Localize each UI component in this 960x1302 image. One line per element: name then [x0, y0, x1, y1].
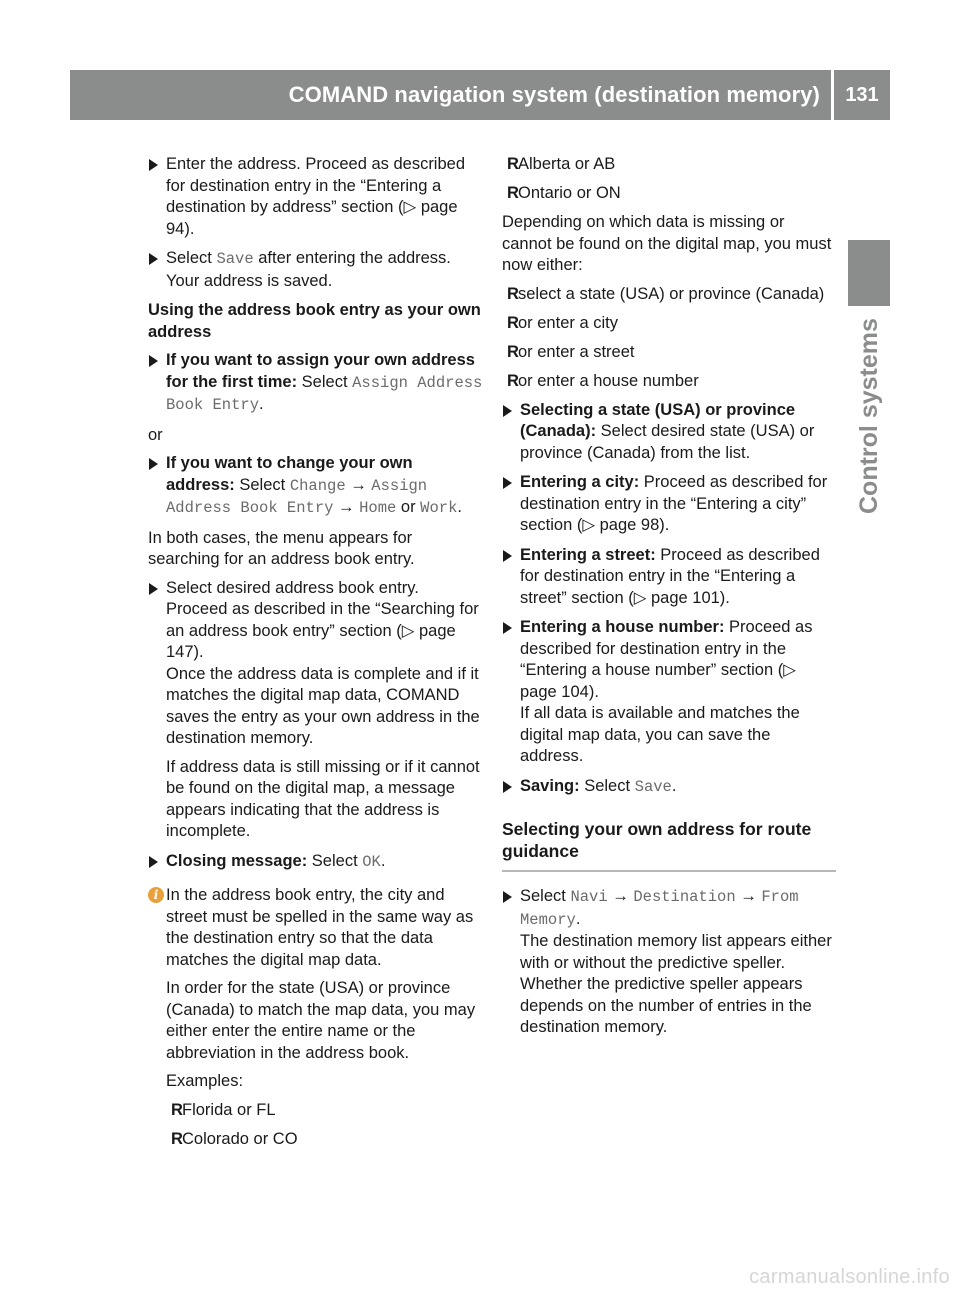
list-item: R select a state (USA) or province (Canada)	[507, 284, 825, 303]
step-arrow-icon	[149, 583, 158, 595]
step-arrow-icon	[503, 550, 512, 562]
subheading: Using the address book entry as your own address	[148, 301, 481, 341]
side-tab-marker	[848, 240, 890, 306]
instruction-step: If you want to change your own address: Select Change → Assign Address Book Entry → Home or Work.	[148, 453, 484, 520]
step-arrow-icon	[149, 856, 158, 868]
page-header	[70, 70, 890, 120]
menu-item-code: Save	[216, 250, 254, 268]
instruction-step: If you want to assign your own address for the first time: Select Assign Address Book Entry.	[148, 350, 484, 417]
paragraph: Depending on which data is missing or cannot be found on the digital map, you must now either:	[502, 213, 832, 274]
step-arrow-icon	[503, 781, 512, 793]
footer-watermark: carmanualsonline.info	[749, 1266, 950, 1288]
step-arrow-icon	[149, 458, 158, 470]
list-item: R Ontario or ON	[507, 184, 621, 202]
or-text: or	[148, 425, 163, 444]
left-column	[148, 154, 484, 1158]
instruction-step: Enter the address. Proceed as described for destination entry in the “Entering a destination by address” section (▷ page 94).	[148, 154, 484, 240]
list-item: R Alberta or AB	[507, 155, 616, 173]
paragraph: In both cases, the menu appears for searching for an address book entry.	[148, 528, 415, 568]
step-arrow-icon	[149, 159, 158, 171]
step-arrow-icon	[503, 477, 512, 489]
instruction-step: Closing message: Select OK.	[148, 851, 484, 874]
instruction-step: Select Navi → Destination → From Memory. The destination memory list appears either with or without the predictive speller. Whether the predictive speller appears depends on the number of entries in the destination memory.	[502, 886, 836, 1039]
right-column	[502, 154, 836, 1047]
instruction-step: Entering a street: Proceed as described for destination entry in the “Entering a street” section (▷ page 101).	[502, 545, 836, 610]
info-note: i In the address book entry, the city and street must be spelled in the same way as the destination entry so that the data matches the digital map data. In order for the state (USA) or province (Canada) to match the map data, you may either enter the entire name or the abbreviation in the address book. Examples: R Florida or FL R Colorado or CO	[148, 885, 484, 1150]
step-arrow-icon	[503, 405, 512, 417]
instruction-step: Select Save after entering the address. Your address is saved.	[148, 248, 484, 292]
instruction-step: Selecting a state (USA) or province (Canada): Select desired state (USA) or province (Canada) from the list.	[502, 400, 836, 465]
side-tab-label: Control systems	[855, 318, 883, 514]
list-item: R or enter a city	[507, 313, 618, 332]
instruction-step: Saving: Select Save.	[502, 776, 836, 799]
page-title: COMAND navigation system (destination memory)	[288, 82, 820, 107]
list-item: R Colorado or CO	[171, 1129, 298, 1148]
info-icon: i	[148, 887, 164, 903]
list-item: R Florida or FL	[171, 1100, 276, 1119]
instruction-step: Select desired address book entry. Proceed as described in the “Searching for an address book entry” section (▷ page 147). Once the address data is complete and if it matches the digital map data, COMAND saves the entry as your own address in the destination memory. If address data is still missing or if it cannot be found on the digital map, a message appears indicating that the address is incomplete.	[148, 578, 484, 843]
step-arrow-icon	[503, 622, 512, 634]
list-item: R or enter a house number	[507, 371, 699, 390]
list-item: R or enter a street	[507, 342, 635, 361]
step-arrow-icon	[503, 891, 512, 903]
section-heading: Selecting your own address for route guidance	[502, 818, 836, 872]
step-arrow-icon	[149, 355, 158, 367]
step-arrow-icon	[149, 253, 158, 265]
instruction-step: Entering a house number: Proceed as described for destination entry in the “Entering a house number” section (▷ page 104). If all data is available and matches the digital map data, you can save the address.	[502, 617, 836, 768]
instruction-step: Entering a city: Proceed as described for destination entry in the “Entering a city” section (▷ page 98).	[502, 472, 836, 537]
menu-item-code: Assign Address Book Entry	[166, 373, 483, 414]
page-number: 131	[845, 84, 879, 106]
